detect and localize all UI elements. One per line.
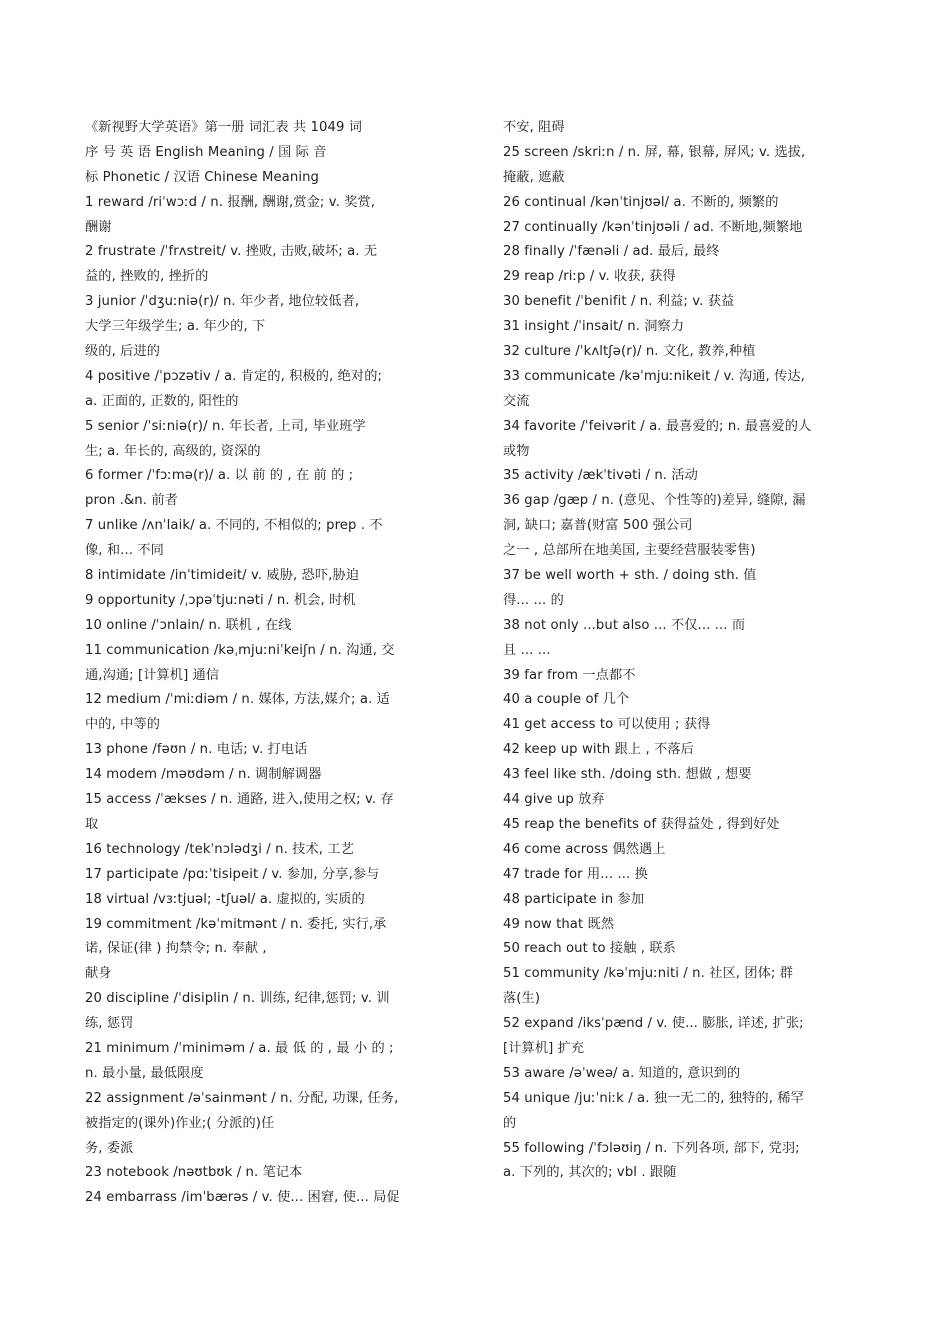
text-line: 7 unlike /ʌnˈlaik/ a. 不同的, 不相似的; prep . 不 bbox=[85, 518, 383, 534]
text-line: 48 participate in 参加 bbox=[503, 891, 645, 907]
text-line: 23 notebook /nəʊtbʊk / n. 笔记本 bbox=[85, 1165, 303, 1181]
text-line: 献身 bbox=[85, 966, 112, 982]
text-line: n. 最小量, 最低限度 bbox=[85, 1065, 204, 1081]
text-line: 24 embarrass /imˈbærəs / v. 使... 困窘, 使... 局促 bbox=[85, 1190, 400, 1206]
text-line: 2 frustrate /ˈfrʌstreit/ v. 挫败, 击败,破坏; a. 无 bbox=[85, 244, 378, 260]
text-line: 务, 委派 bbox=[85, 1140, 134, 1156]
text-line: 9 opportunity /ˌɔpəˈtjuːnəti / n. 机会, 时机 bbox=[85, 592, 356, 608]
text-line: 41 get access to 可以使用 ; 获得 bbox=[503, 717, 711, 733]
text-line: 28 finally /ˈfænəli / ad. 最后, 最终 bbox=[503, 244, 720, 260]
text-line: 44 give up 放弃 bbox=[503, 792, 605, 808]
text-line: 36 gap /gæp / n. (意见、个性等的)差异, 缝隙, 漏 bbox=[503, 493, 806, 509]
text-line: 10 online /ˈɔnlain/ n. 联机 , 在线 bbox=[85, 617, 292, 633]
text-line: 且 ... ... bbox=[503, 642, 551, 658]
text-line: 诺, 保证(律 ) 拘禁令; n. 奉献 , bbox=[85, 941, 267, 957]
text-line: 22 assignment /əˈsainmənt / n. 分配, 功课, 任务, bbox=[85, 1090, 399, 1106]
text-line: 49 now that 既然 bbox=[503, 916, 615, 932]
text-line: 1 reward /riˈwɔːd / n. 报酬, 酬谢,赏金; v. 奖赏, bbox=[85, 194, 376, 210]
text-line: [计算机] 扩充 bbox=[503, 1040, 585, 1056]
text-line: 4 positive /ˈpɔzətiv / a. 肯定的, 积极的, 绝对的; bbox=[85, 368, 383, 384]
text-line: 15 access /ˈækses / n. 通路, 进入,使用之权; v. 存 bbox=[85, 792, 394, 808]
text-line: 16 technology /tekˈnɔlədʒi / n. 技术, 工艺 bbox=[85, 841, 354, 857]
text-line: 33 communicate /kəˈmjuːnikeit / v. 沟通, 传达, bbox=[503, 368, 805, 384]
text-line: 洞, 缺口; 嘉普(财富 500 强公司 bbox=[503, 518, 693, 534]
text-line: 12 medium /ˈmiːdiəm / n. 媒体, 方法,媒介; a. 适 bbox=[85, 692, 390, 708]
text-line: 得... ... 的 bbox=[503, 592, 564, 608]
text-line: 43 feel like sth. /doing sth. 想做 , 想要 bbox=[503, 767, 752, 783]
text-line: 52 expand /iksˈpænd / v. 使... 膨胀, 详述, 扩张; bbox=[503, 1016, 804, 1032]
text-line: 级的, 后进的 bbox=[85, 344, 161, 360]
text-line: 被指定的(课外)作业;( 分派的)任 bbox=[85, 1115, 275, 1131]
text-line: 37 be well worth + sth. / doing sth. 值 bbox=[503, 568, 757, 584]
text-line: 标 Phonetic / 汉语 Chinese Meaning bbox=[85, 169, 320, 185]
text-line: 落(生) bbox=[503, 991, 541, 1007]
text-line: 的 bbox=[503, 1115, 517, 1131]
text-line: 11 communication /kəˌmjuːniˈkeiʃn / n. 沟通, 交 bbox=[85, 642, 395, 658]
text-line: 像, 和... 不同 bbox=[85, 543, 164, 559]
text-line: 中的, 中等的 bbox=[85, 717, 161, 733]
text-line: 32 culture /ˈkʌltʃə(r)/ n. 文化, 教养,种植 bbox=[503, 344, 756, 360]
text-line: 30 benefit /ˈbenifit / n. 利益; v. 获益 bbox=[503, 294, 735, 310]
text-line: 50 reach out to 接触 , 联系 bbox=[503, 941, 676, 957]
text-line: 40 a couple of 几个 bbox=[503, 692, 630, 708]
text-line: 47 trade for 用... ... 换 bbox=[503, 866, 648, 882]
text-line: 掩蔽, 遮蔽 bbox=[503, 169, 565, 185]
text-line: 之一 , 总部所在地美国, 主要经营服装零售) bbox=[503, 543, 756, 559]
left-column bbox=[85, 116, 449, 1211]
text-line: 19 commitment /kəˈmitmənt / n. 委托, 实行,承 bbox=[85, 916, 387, 932]
text-line: 酬谢 bbox=[85, 219, 112, 235]
text-line: pron .&n. 前者 bbox=[85, 493, 178, 509]
text-line: 或物 bbox=[503, 443, 530, 459]
text-line: 大学三年级学生; a. 年少的, 下 bbox=[85, 319, 266, 335]
text-line: 27 continually /kənˈtinjʊəli / ad. 不断地,频繁地 bbox=[503, 219, 803, 235]
text-line: 益的, 挫败的, 挫折的 bbox=[85, 269, 209, 285]
text-line: 55 following /ˈfɔləʊiŋ / n. 下列各项, 部下, 党羽; bbox=[503, 1140, 800, 1156]
text-line: 54 unique /juːˈniːk / a. 独一无二的, 独特的, 稀罕 bbox=[503, 1090, 804, 1106]
text-line: 35 activity /ækˈtivəti / n. 活动 bbox=[503, 468, 698, 484]
text-line: 不安, 阻碍 bbox=[503, 120, 565, 135]
text-line: 13 phone /fəʊn / n. 电话; v. 打电话 bbox=[85, 742, 308, 758]
text-line: 42 keep up with 跟上 , 不落后 bbox=[503, 742, 694, 758]
text-line: 26 continual /kənˈtinjʊəl/ a. 不断的, 频繁的 bbox=[503, 194, 779, 210]
text-line: 38 not only ...but also ... 不仅... ... 而 bbox=[503, 617, 746, 633]
text-line: 5 senior /ˈsiːniə(r)/ n. 年长者, 上司, 毕业班学 bbox=[85, 418, 366, 434]
text-line: 练, 惩罚 bbox=[85, 1016, 134, 1032]
right-column bbox=[503, 116, 867, 1186]
text-line: 14 modem /məʊdəm / n. 调制解调器 bbox=[85, 767, 322, 783]
text-line: 53 aware /əˈweə/ a. 知道的, 意识到的 bbox=[503, 1065, 741, 1081]
text-line: 34 favorite /ˈfeivərit / a. 最喜爱的; n. 最喜爱的人 bbox=[503, 418, 812, 434]
text-line: 51 community /kəˈmjuːniti / n. 社区, 团体; 群 bbox=[503, 966, 794, 982]
text-line: 46 come across 偶然遇上 bbox=[503, 841, 666, 857]
text-line: 8 intimidate /inˈtimideit/ v. 威胁, 恐吓,胁迫 bbox=[85, 568, 360, 584]
text-line: 45 reap the benefits of 获得益处 , 得到好处 bbox=[503, 816, 780, 832]
text-line: a. 正面的, 正数的, 阳性的 bbox=[85, 393, 239, 409]
text-line: 生; a. 年长的, 高级的, 资深的 bbox=[85, 443, 261, 459]
text-line: 39 far from 一点都不 bbox=[503, 667, 636, 683]
text-line: 21 minimum /ˈminiməm / a. 最 低 的 , 最 小 的 ; bbox=[85, 1040, 394, 1056]
text-line: 6 former /ˈfɔːmə(r)/ a. 以 前 的 , 在 前 的 ; bbox=[85, 468, 354, 484]
text-line: 25 screen /skriːn / n. 屏, 幕, 银幕, 屏风; v. 选拔, bbox=[503, 144, 806, 160]
text-line: 交流 bbox=[503, 393, 530, 409]
text-line: 《新视野大学英语》第一册 词汇表 共 1049 词 bbox=[85, 120, 363, 135]
text-line: 通,沟通; [计算机] 通信 bbox=[85, 667, 220, 683]
text-line: 3 junior /ˈdʒuːniə(r)/ n. 年少者, 地位较低者, bbox=[85, 294, 360, 310]
text-line: 20 discipline /ˈdisiplin / n. 训练, 纪律,惩罚; v. 训 bbox=[85, 991, 390, 1007]
text-line: 29 reap /riːp / v. 收获, 获得 bbox=[503, 269, 676, 285]
text-line: 序 号 英 语 English Meaning / 国 际 音 bbox=[85, 144, 327, 160]
text-line: a. 下列的, 其次的; vbl . 跟随 bbox=[503, 1165, 677, 1181]
text-line: 17 participate /pɑːˈtisipeit / v. 参加, 分享,参与 bbox=[85, 866, 380, 882]
text-line: 取 bbox=[85, 816, 99, 832]
text-line: 18 virtual /vɜːtjuəl; -tʃuəl/ a. 虚拟的, 实质的 bbox=[85, 891, 365, 907]
text-line: 31 insight /ˈinsait/ n. 洞察力 bbox=[503, 319, 685, 335]
